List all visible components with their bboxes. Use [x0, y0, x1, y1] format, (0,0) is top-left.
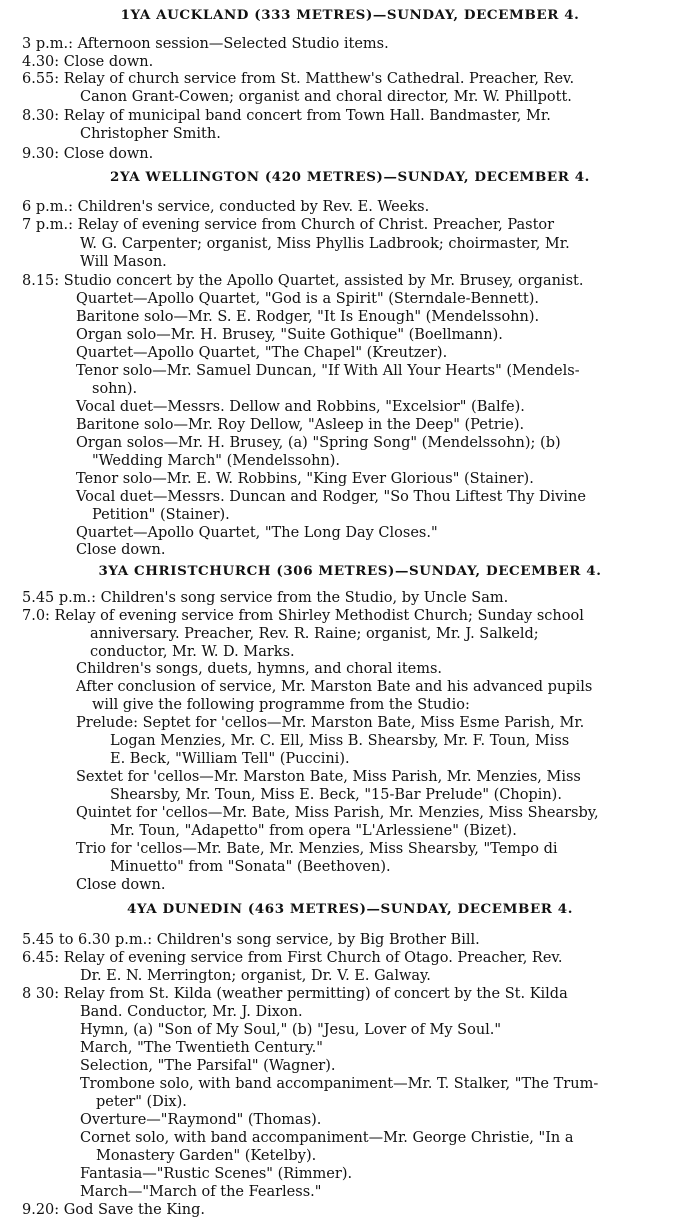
program-line: peter" (Dix). — [96, 1094, 187, 1110]
program-line: sohn). — [92, 381, 138, 397]
program-line: W. G. Carpenter; organist, Miss Phyllis Ladbrook; choirmaster, Mr. — [80, 236, 570, 252]
station-heading-dunedin: 4YA DUNEDIN (463 METRES)—SUNDAY, DECEMBER 4. — [126, 901, 574, 917]
program-line: 6.55: Relay of church service from St. Matthew's Cathedral. Preacher, Rev. — [22, 71, 575, 87]
program-line: conductor, Mr. W. D. Marks. — [90, 644, 295, 660]
station-heading-wellington: 2YA WELLINGTON (420 METRES)—SUNDAY, DECEMBER 4. — [110, 169, 590, 185]
program-line: 9.30: Close down. — [22, 146, 154, 162]
program-line: Organ solo—Mr. H. Brusey, "Suite Gothique" (Boellmann). — [76, 327, 503, 343]
program-line: 8.15: Studio concert by the Apollo Quartet, assisted by Mr. Brusey, organist. — [22, 273, 584, 289]
program-line: Quintet for 'cellos—Mr. Bate, Miss Parish, Mr. Menzies, Miss Shearsby, — [76, 805, 599, 821]
program-line: Close down. — [76, 542, 166, 558]
program-line: 5.45 p.m.: Children's song service from the Studio, by Uncle Sam. — [22, 590, 509, 606]
program-line: Baritone solo—Mr. S. E. Rodger, "It Is Enough" (Mendelssohn). — [76, 309, 540, 325]
program-line: E. Beck, "William Tell" (Puccini). — [110, 751, 350, 767]
program-line: 7.0: Relay of evening service from Shirley Methodist Church; Sunday school — [22, 608, 584, 624]
program-line: Fantasia—"Rustic Scenes" (Rimmer). — [80, 1166, 353, 1182]
program-line: 7 p.m.: Relay of evening service from Church of Christ. Preacher, Pastor — [22, 217, 555, 233]
program-line: Vocal duet—Messrs. Duncan and Rodger, "So Thou Liftest Thy Divine — [76, 489, 586, 505]
program-line: Trio for 'cellos—Mr. Bate, Mr. Menzies, Miss Shearsby, "Tempo di — [76, 841, 558, 857]
program-line: Tenor solo—Mr. E. W. Robbins, "King Ever Glorious" (Stainer). — [76, 471, 534, 487]
program-line: 4.30: Close down. — [22, 54, 154, 70]
program-line: 6.45: Relay of evening service from First Church of Otago. Preacher, Rev. — [22, 950, 563, 966]
program-line: 8 30: Relay from St. Kilda (weather permitting) of concert by the St. Kilda — [22, 986, 568, 1002]
program-line: Quartet—Apollo Quartet, "The Long Day Closes." — [76, 525, 438, 541]
program-line: Trombone solo, with band accompaniment—Mr. T. Stalker, "The Trum- — [80, 1076, 599, 1092]
station-heading-christchurch: 3YA CHRISTCHURCH (306 METRES)—SUNDAY, DECEMBER 4. — [98, 563, 602, 579]
program-line: Vocal duet—Messrs. Dellow and Robbins, "Excelsior" (Balfe). — [76, 399, 525, 415]
program-line: Tenor solo—Mr. Samuel Duncan, "If With All Your Hearts" (Mendels- — [76, 363, 580, 379]
program-line: Sextet for 'cellos—Mr. Marston Bate, Miss Parish, Mr. Menzies, Miss — [76, 769, 581, 785]
program-line: Quartet—Apollo Quartet, "The Chapel" (Kreutzer). — [76, 345, 448, 361]
program-line: Will Mason. — [80, 254, 167, 270]
program-line: Overture—"Raymond" (Thomas). — [80, 1112, 322, 1128]
program-line: Shearsby, Mr. Toun, Miss E. Beck, "15-Bar Prelude" (Chopin). — [110, 787, 562, 803]
program-line: Hymn, (a) "Son of My Soul," (b) "Jesu, Lover of My Soul." — [80, 1022, 502, 1038]
program-line: Baritone solo—Mr. Roy Dellow, "Asleep in the Deep" (Petrie). — [76, 417, 525, 433]
program-line: 8.30: Relay of municipal band concert from Town Hall. Bandmaster, Mr. — [22, 108, 551, 124]
program-line: 5.45 to 6.30 p.m.: Children's song service, by Big Brother Bill. — [22, 932, 480, 948]
program-line: After conclusion of service, Mr. Marston Bate and his advanced pupils — [76, 679, 593, 695]
program-line: anniversary. Preacher, Rev. R. Raine; organist, Mr. J. Salkeld; — [90, 626, 539, 642]
program-line: 3 p.m.: Afternoon session—Selected Studio items. — [22, 36, 389, 52]
program-line: 6 p.m.: Children's service, conducted by Rev. E. Weeks. — [22, 199, 430, 215]
program-line: Prelude: Septet for 'cellos—Mr. Marston Bate, Miss Esme Parish, Mr. — [76, 715, 585, 731]
program-line: Selection, "The Parsifal" (Wagner). — [80, 1058, 336, 1074]
program-line: Monastery Garden" (Ketelby). — [96, 1148, 317, 1164]
program-line: Christopher Smith. — [80, 126, 221, 142]
station-heading-auckland: 1YA AUCKLAND (333 METRES)—SUNDAY, DECEMBER 4. — [120, 7, 580, 23]
program-line: Dr. E. N. Merrington; organist, Dr. V. E. Galway. — [80, 968, 431, 984]
program-line: 9.20: God Save the King. — [22, 1202, 205, 1218]
program-line: Minuetto" from "Sonata" (Beethoven). — [110, 859, 391, 875]
program-line: Quartet—Apollo Quartet, "God is a Spirit" (Sterndale-Bennett). — [76, 291, 539, 307]
program-line: Close down. — [76, 877, 166, 893]
program-line: Petition" (Stainer). — [92, 507, 230, 523]
program-line: Children's songs, duets, hymns, and choral items. — [76, 661, 443, 677]
program-line: Band. Conductor, Mr. J. Dixon. — [80, 1004, 303, 1020]
program-line: will give the following programme from the Studio: — [92, 697, 470, 713]
program-line: March, "The Twentieth Century." — [80, 1040, 323, 1056]
program-line: March—"March of the Fearless." — [80, 1184, 322, 1200]
program-line: Cornet solo, with band accompaniment—Mr. George Christie, "In a — [80, 1130, 574, 1146]
program-line: Mr. Toun, "Adapetto" from opera "L'Arlessiene" (Bizet). — [110, 823, 517, 839]
program-line: Organ solos—Mr. H. Brusey, (a) "Spring Song" (Mendelssohn); (b) — [76, 435, 561, 451]
program-line: "Wedding March" (Mendelssohn). — [92, 453, 341, 469]
program-line: Canon Grant-Cowen; organist and choral director, Mr. W. Phillpott. — [80, 89, 572, 105]
program-line: Logan Menzies, Mr. C. Ell, Miss B. Shearsby, Mr. F. Toun, Miss — [110, 733, 570, 749]
